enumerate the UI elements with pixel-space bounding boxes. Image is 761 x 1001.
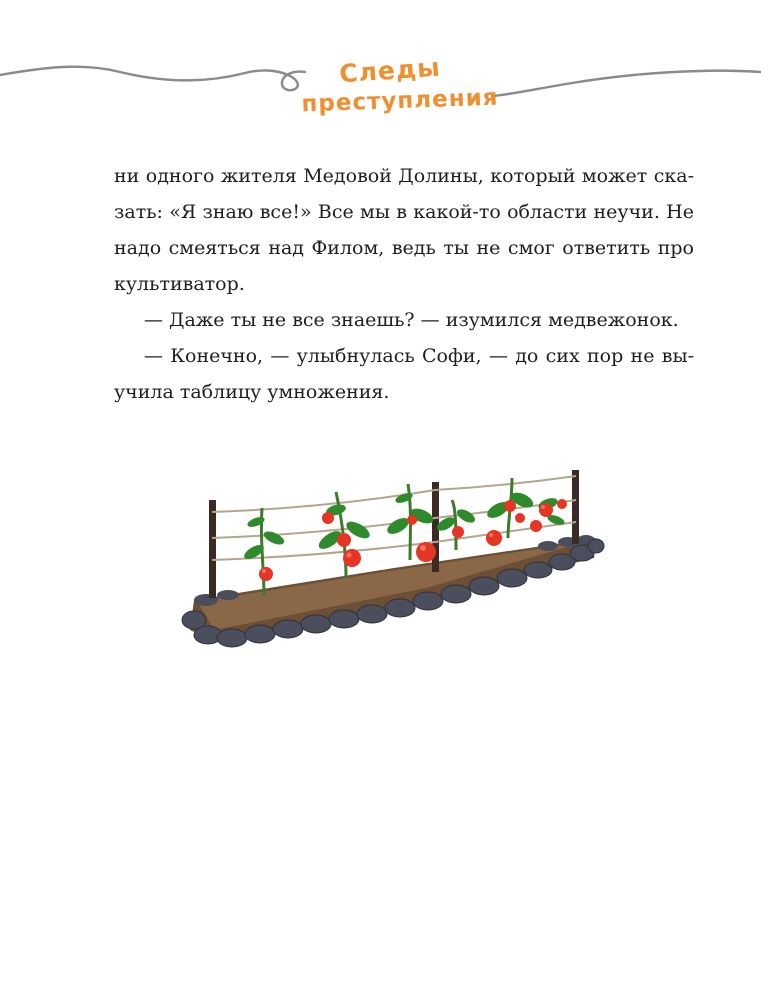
dialogue-line: — Даже ты не все знаешь? — изумился медвежонок. (144, 309, 679, 331)
body-text (114, 158, 694, 410)
text-line: учила таблицу умножения. (114, 381, 390, 403)
chapter-title-line-1: Следы (338, 52, 442, 89)
text-line: ни одного жителя Медовой Долины, который может ска- (114, 165, 694, 187)
text-line: культиватор. (114, 273, 245, 295)
dialogue-line: — Конечно, — улыбнулась Софи, — до сих пор не вы- (144, 345, 694, 367)
text-line: зать: «Я знаю все!» Все мы в какой-то области неучи. Не (114, 201, 694, 223)
chapter-title-line-2: преступления (301, 84, 499, 118)
text-line: надо смеяться над Филом, ведь ты не смог ответить про (114, 237, 694, 259)
tomato-garden-bed-icon (176, 460, 606, 660)
